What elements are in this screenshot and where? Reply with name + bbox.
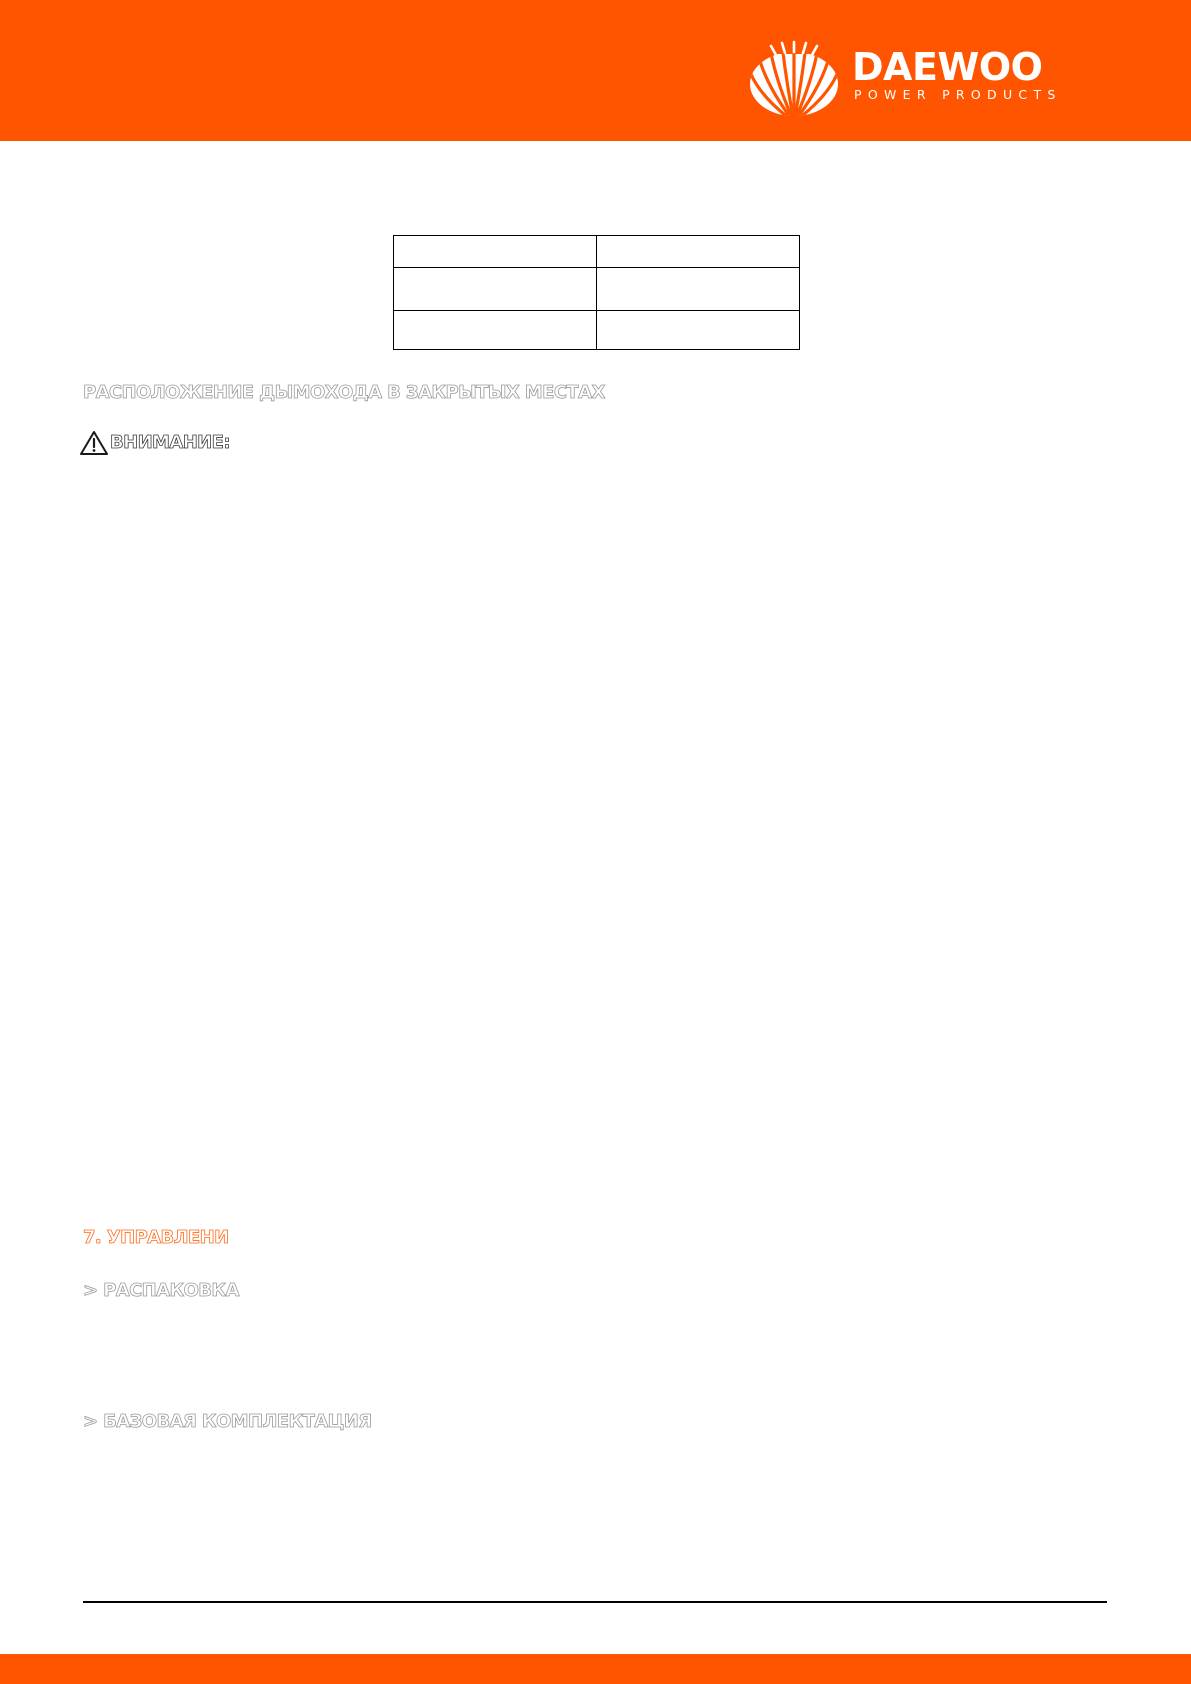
table-cell [394, 311, 597, 350]
daewoo-shell-emblem-icon [750, 40, 838, 116]
section-heading-controls: 7. УПРАВЛЕНИ [83, 1227, 229, 1248]
table-cell [394, 236, 597, 268]
unpacking-heading: > РАСПАКОВКА [83, 1280, 239, 1301]
table-row [394, 268, 800, 311]
logo-wordmark: DAEWOO [852, 45, 1043, 89]
warning-label: ВНИМАНИЕ: [110, 432, 230, 453]
chimney-placement-heading: РАСПОЛОЖЕНИЕ ДЫМОХОДА В ЗАКРЫТЫХ МЕСТАХ [83, 382, 605, 403]
header-band [0, 0, 1191, 141]
table-row [394, 236, 800, 268]
spec-table [393, 235, 800, 350]
table-cell [394, 268, 597, 311]
footer-band [0, 1654, 1191, 1684]
logo-tagline: POWER PRODUCTS [854, 87, 1062, 102]
footer-divider [83, 1601, 1107, 1603]
basic-kit-heading: > БАЗОВАЯ КОМПЛЕКТАЦИЯ [83, 1411, 372, 1432]
table-cell [597, 311, 800, 350]
table-cell [597, 268, 800, 311]
table-row [394, 311, 800, 350]
warning-triangle-icon [79, 430, 109, 456]
table-cell [597, 236, 800, 268]
daewoo-logo [750, 40, 1080, 116]
